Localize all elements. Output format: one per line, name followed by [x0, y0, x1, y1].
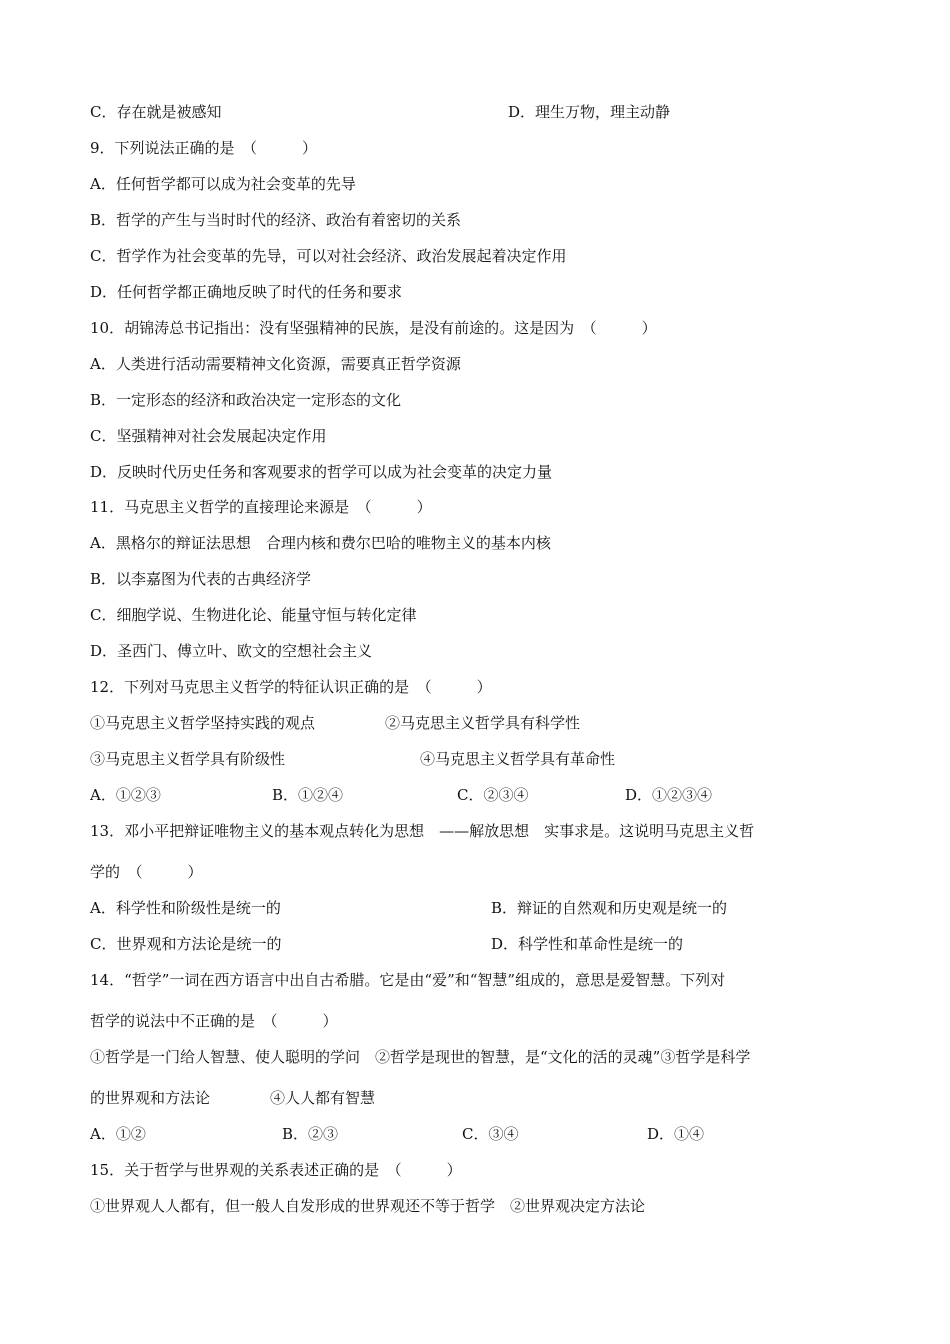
q14-choice-d: D．①④: [647, 1125, 705, 1143]
q15-statements: ①世界观人人都有，但一般人自发形成的世界观还不等于哲学 ②世界观决定方法论: [90, 1197, 646, 1215]
question-15: 15．关于哲学与世界观的关系表述正确的是 （ ）: [90, 1161, 462, 1179]
question-14: 14．“哲学”一词在西方语言中出自古希腊。它是由“爱”和“智慧”组成的，意思是爱智慧。下列对: [90, 971, 726, 989]
q14-choice-c: C．③④: [462, 1125, 519, 1143]
q12-choice-d: D．①②③④: [625, 786, 713, 804]
question-13: 13．邓小平把辩证唯物主义的基本观点转化为思想 ——解放思想 实事求是。这说明马克思主义哲: [90, 822, 755, 840]
question-9: 9．下列说法正确的是 （ ）: [90, 139, 318, 157]
q14-statements: ①哲学是一门给人智慧、使人聪明的学问 ②哲学是现世的智慧，是“文化的活的灵魂”③哲学是科学: [90, 1048, 751, 1066]
q12-choice-c: C．②③④: [457, 786, 529, 804]
question-13-cont: 学的 （ ）: [90, 863, 203, 881]
q14-choice-b: B．②③: [282, 1125, 339, 1143]
q11-option-b: B．以李嘉图为代表的古典经济学: [90, 570, 312, 588]
question-10: 10．胡锦涛总书记指出：没有坚强精神的民族，是没有前途的。这是因为 （ ）: [90, 319, 657, 337]
q14-choice-a: A．①②: [90, 1125, 146, 1143]
option-d-q8: D．理生万物，理主动静: [508, 103, 671, 121]
q9-option-d: D．任何哲学都正确地反映了时代的任务和要求: [90, 283, 403, 301]
q12-statement-3: ③马克思主义哲学具有阶级性: [90, 750, 286, 768]
q11-option-a: A．黑格尔的辩证法思想 合理内核和费尔巴哈的唯物主义的基本内核: [90, 534, 551, 552]
option-c-q8: C．存在就是被感知: [90, 103, 222, 121]
question-11: 11．马克思主义哲学的直接理论来源是 （ ）: [90, 498, 432, 516]
q13-option-c: C．世界观和方法论是统一的: [90, 935, 282, 953]
q12-statement-1: ①马克思主义哲学坚持实践的观点: [90, 714, 316, 732]
q10-option-b: B．一定形态的经济和政治决定一定形态的文化: [90, 391, 402, 409]
q13-option-a: A．科学性和阶级性是统一的: [90, 899, 281, 917]
question-14-cont: 哲学的说法中不正确的是 （ ）: [90, 1012, 338, 1030]
q11-option-c: C．细胞学说、生物进化论、能量守恒与转化定律: [90, 606, 417, 624]
q9-option-a: A．任何哲学都可以成为社会变革的先导: [90, 175, 356, 193]
q10-option-d: D．反映时代历史任务和客观要求的哲学可以成为社会变革的决定力量: [90, 463, 553, 481]
q9-option-c: C．哲学作为社会变革的先导，可以对社会经济、政治发展起着决定作用: [90, 247, 567, 265]
q12-statement-2: ②马克思主义哲学具有科学性: [385, 714, 581, 732]
q14-statements-cont: 的世界观和方法论 ④人人都有智慧: [90, 1089, 376, 1107]
q10-option-c: C．坚强精神对社会发展起决定作用: [90, 427, 327, 445]
q13-option-b: B．辩证的自然观和历史观是统一的: [491, 899, 728, 917]
q13-option-d: D．科学性和革命性是统一的: [491, 935, 684, 953]
question-12: 12．下列对马克思主义哲学的特征认识正确的是 （ ）: [90, 678, 492, 696]
q12-choice-b: B．①②④: [272, 786, 344, 804]
q11-option-d: D．圣西门、傅立叶、欧文的空想社会主义: [90, 642, 373, 660]
q12-choice-a: A．①②③: [90, 786, 161, 804]
q9-option-b: B．哲学的产生与当时时代的经济、政治有着密切的关系: [90, 211, 462, 229]
q12-statement-4: ④马克思主义哲学具有革命性: [420, 750, 616, 768]
q10-option-a: A．人类进行活动需要精神文化资源，需要真正哲学资源: [90, 355, 461, 373]
